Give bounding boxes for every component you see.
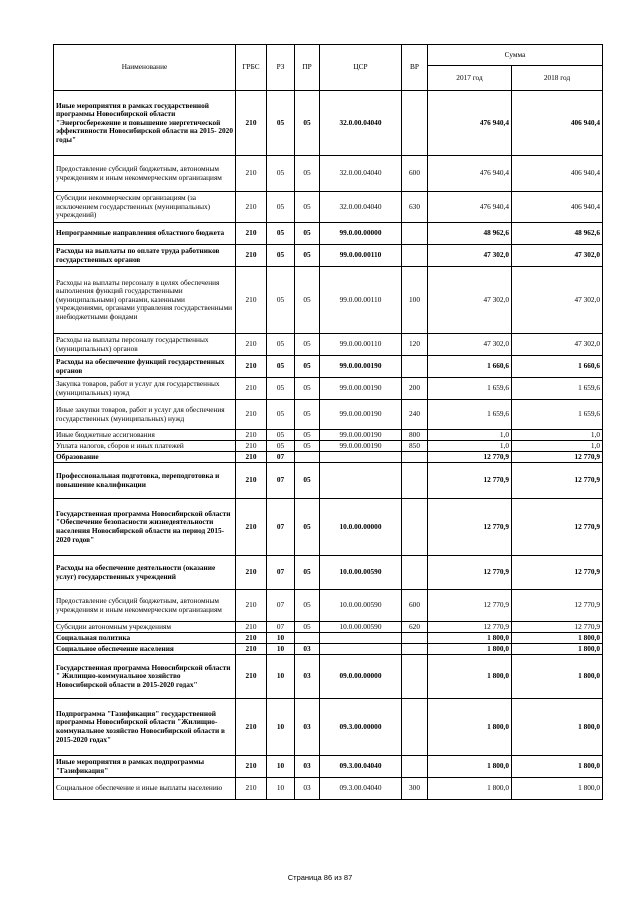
cell-rz: 10 (267, 633, 295, 644)
cell-v2018: 1 659,6 (512, 400, 603, 430)
cell-grbs: 210 (236, 441, 267, 452)
cell-vr: 620 (402, 622, 428, 633)
cell-v2018: 1 800,0 (512, 655, 603, 699)
cell-rz: 05 (267, 356, 295, 378)
cell-csr: 09.3.00.04040 (320, 756, 402, 778)
cell-rz: 05 (267, 91, 295, 156)
cell-csr (320, 633, 402, 644)
cell-v2018: 12 770,9 (512, 452, 603, 463)
cell-v2017: 12 770,9 (428, 463, 512, 499)
cell-vr (402, 245, 428, 267)
cell-v2018: 1 800,0 (512, 633, 603, 644)
cell-v2017: 47 302,0 (428, 267, 512, 334)
cell-pr: 03 (295, 655, 320, 699)
cell-v2017: 12 770,9 (428, 622, 512, 633)
cell-v2017: 1,0 (428, 430, 512, 441)
cell-vr: 630 (402, 192, 428, 223)
table-row (54, 556, 603, 590)
cell-csr: 10.0.00.00590 (320, 590, 402, 622)
cell-rz: 07 (267, 452, 295, 463)
cell-v2017: 1 800,0 (428, 778, 512, 800)
cell-rz: 07 (267, 590, 295, 622)
cell-csr: 09.3.00.04040 (320, 778, 402, 800)
col-header-name: Наименование (54, 45, 236, 91)
cell-grbs: 210 (236, 644, 267, 655)
cell-pr: 05 (295, 267, 320, 334)
cell-csr: 32.0.00.04040 (320, 192, 402, 223)
cell-rz: 05 (267, 441, 295, 452)
table-row (54, 156, 603, 192)
cell-v2017: 12 770,9 (428, 499, 512, 556)
table-row (54, 334, 603, 356)
cell-grbs: 210 (236, 655, 267, 699)
cell-name: Социальное обеспечение населения (54, 644, 236, 655)
cell-rz: 05 (267, 334, 295, 356)
cell-csr: 10.0.00.00000 (320, 499, 402, 556)
cell-name: Расходы на выплаты по оплате труда работников государственных органов (54, 245, 236, 267)
cell-vr (402, 556, 428, 590)
cell-grbs: 210 (236, 91, 267, 156)
cell-name: Предоставление субсидий бюджетным, автономным учреждениям и иным некоммерческим организациям (54, 156, 236, 192)
cell-csr: 99.0.00.00190 (320, 430, 402, 441)
cell-grbs: 210 (236, 356, 267, 378)
cell-name: Иные мероприятия в рамках подпрограммы "Газификация" (54, 756, 236, 778)
table-body (54, 91, 603, 800)
cell-rz: 05 (267, 245, 295, 267)
cell-vr: 100 (402, 267, 428, 334)
cell-v2018: 48 962,6 (512, 223, 603, 245)
cell-v2018: 47 302,0 (512, 267, 603, 334)
cell-rz: 05 (267, 430, 295, 441)
cell-pr: 05 (295, 378, 320, 400)
cell-name: Профессиональная подготовка, переподготовка и повышение квалификации (54, 463, 236, 499)
table-row (54, 633, 603, 644)
cell-rz: 10 (267, 655, 295, 699)
page-footer: Страница 86 из 87 (287, 873, 353, 882)
cell-name: Расходы на обеспечение функций государственных органов (54, 356, 236, 378)
cell-grbs: 210 (236, 633, 267, 644)
cell-pr (295, 633, 320, 644)
cell-vr (402, 499, 428, 556)
cell-pr: 05 (295, 499, 320, 556)
cell-pr: 05 (295, 156, 320, 192)
cell-v2017: 476 940,4 (428, 91, 512, 156)
cell-grbs: 210 (236, 267, 267, 334)
cell-pr: 05 (295, 356, 320, 378)
cell-v2018: 12 770,9 (512, 622, 603, 633)
cell-v2018: 1,0 (512, 441, 603, 452)
table-row (54, 499, 603, 556)
table-row (54, 378, 603, 400)
cell-name: Государственная программа Новосибирской области "Обеспечение безопасности жизнедеятельности населения Новосибирской области на период 2015-2020 годов" (54, 499, 236, 556)
table-row (54, 463, 603, 499)
cell-rz: 05 (267, 267, 295, 334)
table-row (54, 91, 603, 156)
cell-pr: 05 (295, 192, 320, 223)
cell-pr (295, 452, 320, 463)
cell-csr: 09.3.00.00000 (320, 699, 402, 756)
col-header-sum: Сумма (428, 45, 603, 66)
cell-vr (402, 463, 428, 499)
cell-vr: 120 (402, 334, 428, 356)
cell-vr: 240 (402, 400, 428, 430)
cell-csr (320, 463, 402, 499)
cell-v2017: 1 660,6 (428, 356, 512, 378)
cell-name: Иные мероприятия в рамках государственной программы Новосибирской области "Энергосбережение и повышение энергетической эффективности Новосибирской области на 2015- 2020 годы" (54, 91, 236, 156)
cell-csr: 99.0.00.00190 (320, 441, 402, 452)
cell-v2018: 12 770,9 (512, 556, 603, 590)
cell-grbs: 210 (236, 590, 267, 622)
table-row (54, 778, 603, 800)
cell-pr: 05 (295, 463, 320, 499)
cell-vr (402, 452, 428, 463)
cell-name: Подпрограмма "Газификация" государственной программы Новосибирской области "Жилищно-коммунальное хозяйство Новосибирской области в 2015-2020 годах" (54, 699, 236, 756)
col-header-pr: ПР (295, 45, 320, 91)
cell-v2018: 406 940,4 (512, 192, 603, 223)
cell-v2017: 47 302,0 (428, 334, 512, 356)
cell-v2017: 1 800,0 (428, 633, 512, 644)
cell-csr (320, 452, 402, 463)
cell-v2018: 47 302,0 (512, 245, 603, 267)
cell-name: Расходы на обеспечение деятельности (оказание услуг) государственных учреждений (54, 556, 236, 590)
cell-grbs: 210 (236, 430, 267, 441)
cell-csr: 99.0.00.00110 (320, 267, 402, 334)
cell-vr: 300 (402, 778, 428, 800)
cell-v2018: 406 940,4 (512, 156, 603, 192)
cell-grbs: 210 (236, 622, 267, 633)
cell-name: Расходы на выплаты персоналу в целях обеспечения выполнения функций государственными (муниципальными) органами, казенными учреждениями, органами управления государственными внебюджетными фондами (54, 267, 236, 334)
cell-pr: 05 (295, 556, 320, 590)
table-row (54, 430, 603, 441)
table-row (54, 644, 603, 655)
cell-name: Образование (54, 452, 236, 463)
cell-v2018: 47 302,0 (512, 334, 603, 356)
cell-vr: 600 (402, 156, 428, 192)
cell-v2017: 48 962,6 (428, 223, 512, 245)
col-header-grbs: ГРБС (236, 45, 267, 91)
cell-vr (402, 633, 428, 644)
cell-grbs: 210 (236, 192, 267, 223)
cell-v2018: 1 800,0 (512, 778, 603, 800)
cell-vr: 850 (402, 441, 428, 452)
table-row (54, 192, 603, 223)
cell-vr (402, 756, 428, 778)
cell-vr: 600 (402, 590, 428, 622)
cell-grbs: 210 (236, 556, 267, 590)
cell-rz: 05 (267, 378, 295, 400)
cell-grbs: 210 (236, 778, 267, 800)
cell-csr: 99.0.00.00190 (320, 356, 402, 378)
cell-v2017: 1 659,6 (428, 378, 512, 400)
cell-grbs: 210 (236, 334, 267, 356)
cell-vr (402, 699, 428, 756)
cell-v2017: 1 800,0 (428, 756, 512, 778)
cell-vr (402, 644, 428, 655)
cell-csr: 10.0.00.00590 (320, 556, 402, 590)
cell-rz: 07 (267, 499, 295, 556)
cell-rz: 07 (267, 463, 295, 499)
cell-pr: 03 (295, 778, 320, 800)
cell-v2018: 1 660,6 (512, 356, 603, 378)
table-row (54, 622, 603, 633)
cell-grbs: 210 (236, 223, 267, 245)
cell-grbs: 210 (236, 156, 267, 192)
table-row (54, 441, 603, 452)
table-row (54, 400, 603, 430)
cell-v2018: 12 770,9 (512, 499, 603, 556)
cell-v2017: 1,0 (428, 441, 512, 452)
cell-name: Уплата налогов, сборов и иных платежей (54, 441, 236, 452)
cell-grbs: 210 (236, 463, 267, 499)
cell-name: Непрограммные направления областного бюджета (54, 223, 236, 245)
cell-v2017: 476 940,4 (428, 156, 512, 192)
cell-grbs: 210 (236, 452, 267, 463)
cell-csr: 99.0.00.00110 (320, 245, 402, 267)
col-header-vr: ВР (402, 45, 428, 91)
cell-rz: 10 (267, 699, 295, 756)
cell-v2017: 476 940,4 (428, 192, 512, 223)
cell-name: Субсидии некоммерческим организациям (за исключением государственных (муниципальных) учреждений) (54, 192, 236, 223)
cell-rz: 05 (267, 223, 295, 245)
cell-pr: 05 (295, 622, 320, 633)
cell-pr: 03 (295, 699, 320, 756)
table-row (54, 655, 603, 699)
cell-pr: 05 (295, 430, 320, 441)
cell-grbs: 210 (236, 245, 267, 267)
table-row (54, 223, 603, 245)
cell-v2017: 1 659,6 (428, 400, 512, 430)
cell-v2017: 1 800,0 (428, 655, 512, 699)
budget-table (53, 44, 603, 800)
cell-rz: 10 (267, 778, 295, 800)
cell-v2018: 1 659,6 (512, 378, 603, 400)
cell-name: Предоставление субсидий бюджетным, автономным учреждениям и иным некоммерческим организациям (54, 590, 236, 622)
table-row (54, 267, 603, 334)
cell-name: Субсидии автономным учреждениям (54, 622, 236, 633)
cell-csr: 09.0.00.00000 (320, 655, 402, 699)
col-header-2017: 2017 год (428, 66, 512, 91)
cell-v2018: 12 770,9 (512, 463, 603, 499)
cell-rz: 10 (267, 756, 295, 778)
cell-vr: 200 (402, 378, 428, 400)
cell-rz: 05 (267, 156, 295, 192)
cell-csr: 99.0.00.00000 (320, 223, 402, 245)
cell-pr: 05 (295, 223, 320, 245)
cell-grbs: 210 (236, 699, 267, 756)
table-row (54, 756, 603, 778)
table-row (54, 245, 603, 267)
cell-v2017: 12 770,9 (428, 452, 512, 463)
cell-v2018: 406 940,4 (512, 91, 603, 156)
cell-v2018: 1 800,0 (512, 644, 603, 655)
cell-rz: 07 (267, 556, 295, 590)
table-row (54, 699, 603, 756)
cell-v2017: 12 770,9 (428, 556, 512, 590)
cell-pr: 05 (295, 245, 320, 267)
cell-csr: 10.0.00.00590 (320, 622, 402, 633)
cell-name: Социальное обеспечение и иные выплаты населению (54, 778, 236, 800)
cell-csr: 99.0.00.00190 (320, 400, 402, 430)
cell-name: Иные закупки товаров, работ и услуг для обеспечения государственных (муниципальных) нужд (54, 400, 236, 430)
cell-pr: 05 (295, 400, 320, 430)
cell-vr (402, 91, 428, 156)
col-header-csr: ЦСР (320, 45, 402, 91)
cell-csr: 32.0.00.04040 (320, 91, 402, 156)
cell-v2018: 1 800,0 (512, 756, 603, 778)
cell-pr: 03 (295, 756, 320, 778)
cell-rz: 05 (267, 400, 295, 430)
cell-csr: 32.0.00.04040 (320, 156, 402, 192)
cell-csr (320, 644, 402, 655)
table-row (54, 452, 603, 463)
cell-csr: 99.0.00.00190 (320, 378, 402, 400)
cell-vr: 800 (402, 430, 428, 441)
cell-pr: 05 (295, 441, 320, 452)
cell-rz: 10 (267, 644, 295, 655)
cell-v2017: 12 770,9 (428, 590, 512, 622)
cell-pr: 05 (295, 334, 320, 356)
table-row (54, 356, 603, 378)
cell-name: Закупка товаров, работ и услуг для государственных (муниципальных) нужд (54, 378, 236, 400)
cell-v2018: 12 770,9 (512, 590, 603, 622)
cell-grbs: 210 (236, 499, 267, 556)
col-header-2018: 2018 год (512, 66, 603, 91)
cell-v2018: 1 800,0 (512, 699, 603, 756)
cell-v2017: 1 800,0 (428, 644, 512, 655)
cell-pr: 05 (295, 590, 320, 622)
cell-rz: 07 (267, 622, 295, 633)
cell-rz: 05 (267, 192, 295, 223)
col-header-rz: РЗ (267, 45, 295, 91)
cell-name: Расходы на выплаты персоналу государственных (муниципальных) органов (54, 334, 236, 356)
cell-grbs: 210 (236, 378, 267, 400)
table-row (54, 590, 603, 622)
cell-v2017: 1 800,0 (428, 699, 512, 756)
cell-v2018: 1,0 (512, 430, 603, 441)
cell-grbs: 210 (236, 400, 267, 430)
cell-csr: 99.0.00.00110 (320, 334, 402, 356)
cell-pr: 05 (295, 91, 320, 156)
cell-grbs: 210 (236, 756, 267, 778)
cell-name: Иные бюджетные ассигнования (54, 430, 236, 441)
cell-name: Государственная программа Новосибирской области " Жилищно-коммунальное хозяйство Новосибирской области в 2015-2020 годах" (54, 655, 236, 699)
cell-vr (402, 356, 428, 378)
cell-name: Социальная политика (54, 633, 236, 644)
cell-v2017: 47 302,0 (428, 245, 512, 267)
cell-pr: 03 (295, 644, 320, 655)
cell-vr (402, 655, 428, 699)
cell-vr (402, 223, 428, 245)
